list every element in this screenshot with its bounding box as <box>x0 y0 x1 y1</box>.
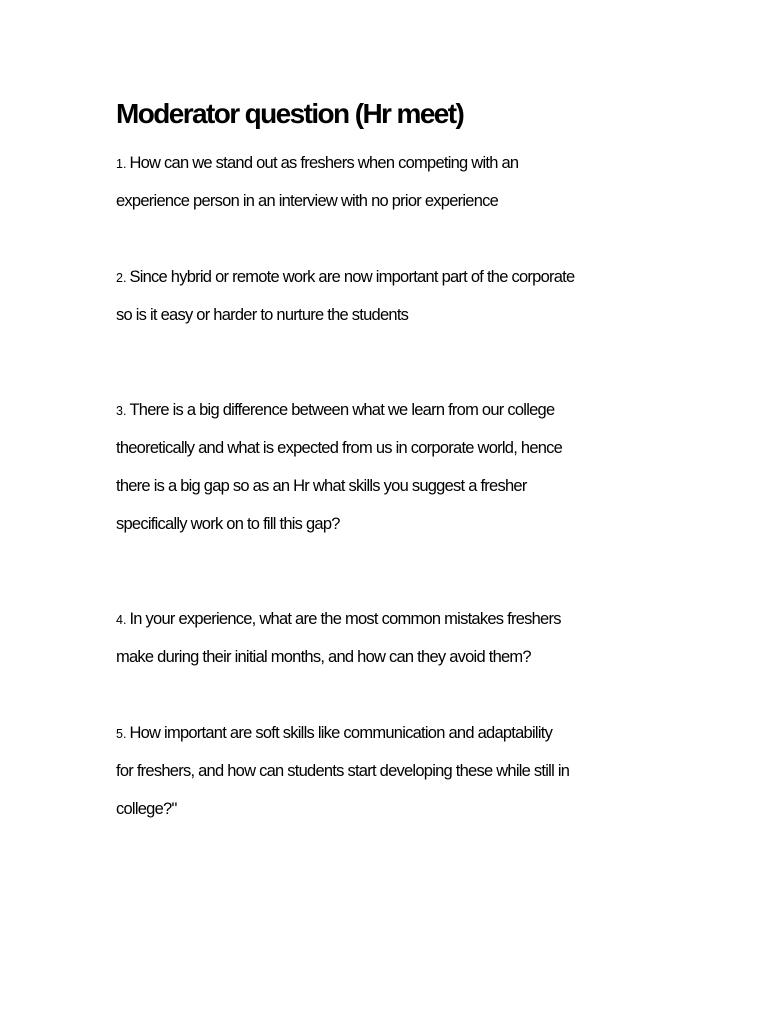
question-5-line-2: for freshers, and how can students start developing these while still in <box>116 762 570 780</box>
question-3-line-3: there is a big gap so as an Hr what skills you suggest a fresher <box>116 477 527 495</box>
question-3-line-2: theoretically and what is expected from us in corporate world, hence <box>116 439 563 457</box>
question-2-line-2: so is it easy or harder to nurture the students <box>116 306 409 324</box>
question-4-line-2: make during their initial months, and how can they avoid them? <box>116 648 531 666</box>
question-1-line-2: experience person in an interview with no prior experience <box>116 192 499 210</box>
question-2-text: Since hybrid or remote work are now important part of the corporate <box>129 268 575 286</box>
question-1-number: 1. <box>116 157 127 171</box>
question-2-line-1 <box>116 267 574 288</box>
question-4-number: 4. <box>116 613 127 627</box>
question-5-text: How important are soft skills like communication and adaptability <box>129 724 553 742</box>
question-3-text: There is a big difference between what we learn from our college <box>129 401 555 419</box>
document-title: Moderator question (Hr meet) <box>116 98 464 129</box>
question-2-number: 2. <box>116 271 127 285</box>
question-4-line-1 <box>116 609 561 630</box>
question-3-line-1 <box>116 400 554 421</box>
question-4-text: In your experience, what are the most common mistakes freshers <box>129 610 561 628</box>
question-3-line-4: specifically work on to fill this gap? <box>116 515 340 533</box>
question-5-line-3: college?" <box>116 800 177 818</box>
question-5-number: 5. <box>116 727 127 741</box>
question-1-text: How can we stand out as freshers when competing with an <box>129 154 519 172</box>
question-1-line-1 <box>116 153 518 174</box>
question-3-number: 3. <box>116 404 127 418</box>
question-5-line-1 <box>116 723 552 744</box>
